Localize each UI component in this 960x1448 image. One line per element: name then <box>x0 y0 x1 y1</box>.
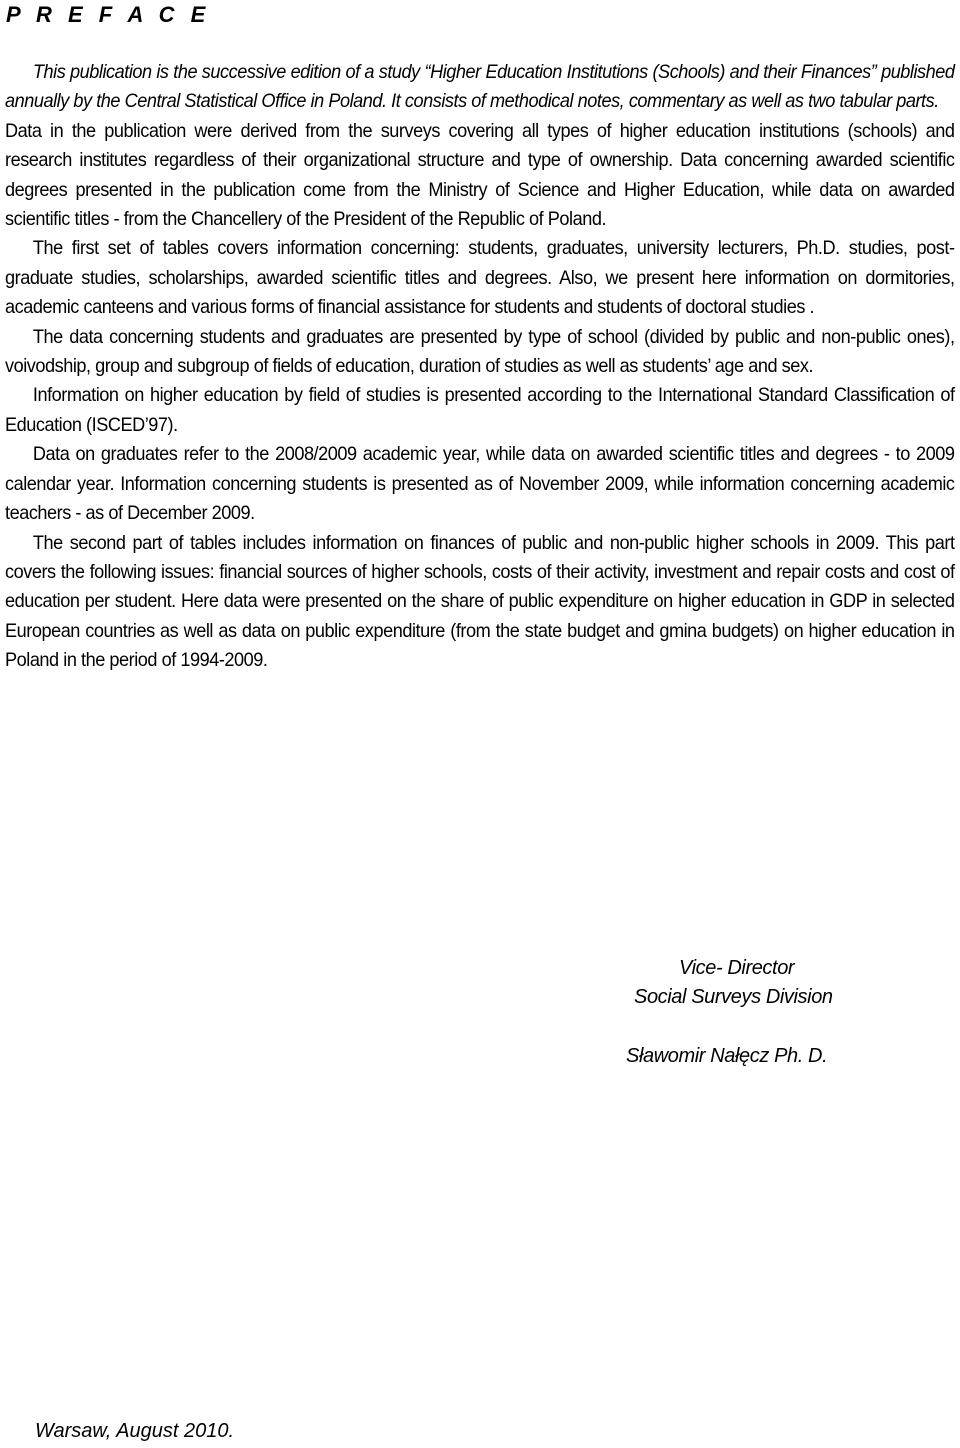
paragraph-students-graduates: The data concerning students and graduates are presented by type of school (divided by public and non-public ones), voivodship, group and subgroup of fields of education, duration of studies as well as students’ age and sex. <box>5 325 955 378</box>
paragraph-reference-periods: Data on graduates refer to the 2008/2009 academic year, while data on awarded scientific titles and degrees - to 2009 calendar year. Information concerning students is presented as of November 2009, while information concerning academic teachers - as of December 2009. <box>5 443 955 525</box>
signature-role: Vice- Director <box>679 957 795 979</box>
paragraph-isced: Information on higher education by field of studies is presented according to the International Standard Classification of Education (ISCED’97). <box>5 384 955 436</box>
paragraph-data-sources: Data in the publication were derived from the surveys covering all types of higher education institutions (schools) and research institutes regardless of their organizational structure and type of ownership. Data concerning awarded scientific degrees presented in the publication come from the Ministry of Science and Higher Education, while data on awarded scientific titles - from the Chancellery of the President of the Republic of Poland. <box>5 119 955 231</box>
preface-body <box>5 58 955 676</box>
paragraph-finances: The second part of tables includes information on finances of public and non-public higher schools in 2009. This part covers the following issues: financial sources of higher schools, costs of their activity, investment and repair costs and cost of education per student. Here data were presented on the share of public expenditure on higher education in GDP in selected European countries as well as data on public expenditure (from the state budget and gmina budgets) on higher education in Poland in the period of 1994-2009. <box>5 531 955 672</box>
place-date: Warsaw, August 2010. <box>35 1420 235 1442</box>
page-title: P R E F A C E <box>6 2 211 27</box>
signature-name: Sławomir Nałęcz Ph. D. <box>626 1045 828 1067</box>
paragraph-first-set: The first set of tables covers information concerning: students, graduates, university lecturers, Ph.D. studies, post-graduate studies, scholarships, awarded scientific titles and degrees. Also, we present here information on dormitories, academic canteens and various forms of financial assistance for students and students of doctoral studies . <box>5 237 955 319</box>
paragraph-intro: This publication is the successive edition of a study “Higher Education Institutions (Schools) and their Finances” published annually by the Central Statistical Office in Poland. It consists of methodical notes, commentary as well as two tabular parts. <box>5 61 955 113</box>
signature-division: Social Surveys Division <box>634 986 833 1008</box>
